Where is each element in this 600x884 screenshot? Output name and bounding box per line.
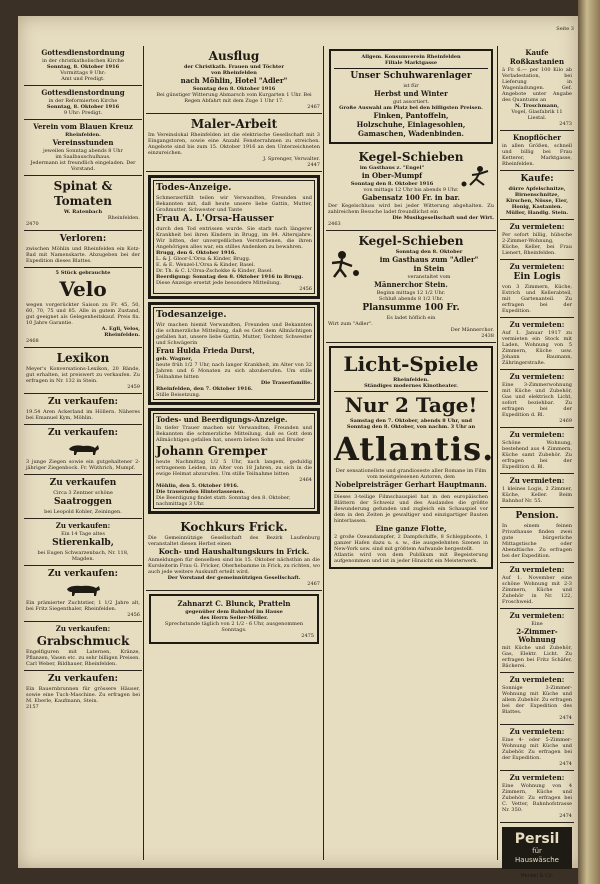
- ad-title: Velo: [59, 277, 107, 301]
- ad-line: Sonntag den 8. Oktober: [395, 249, 463, 255]
- ad-ref: 2468: [26, 338, 39, 344]
- ad-text: Der Kegelschluss wird bei jeder Witterung abgehalten. Zu zahlreichem Besuche ladet freundlichst ein: [328, 203, 494, 215]
- ad-text: Engelfiguren mit Laternen, Kränze, Pflanzen, Vasen etc. zu sehr billigen Preisen. Carl Weber, Bildhauer, Rheinfelden.: [26, 649, 140, 667]
- ad-line: Die Beerdigung findet statt: Sonntag den 8. Oktober, nachmittags 3 Uhr.: [156, 495, 291, 507]
- divider: [334, 68, 488, 69]
- ad-line: Männerchor Stein.: [374, 280, 448, 289]
- column-3: [326, 46, 496, 860]
- ad-text: Ein prämierter Zuchtstier, 1 1/2 Jahre alt, bei Fritz Siegenthaler, Rheinfelden.: [26, 600, 140, 612]
- ad-ref: 2475: [301, 633, 314, 639]
- ad-title: Zu verkaufen:: [47, 569, 119, 579]
- ad-line: in Ober-Mumpf: [361, 171, 423, 180]
- ad-licht-spiele: [329, 346, 493, 569]
- ad-title: Zu verkaufen:: [47, 397, 119, 407]
- ad-line: Brugg, den 6. Oktober 1916.: [156, 250, 237, 256]
- ad-stierenkalb: [24, 519, 142, 566]
- ad-title: Verloren:: [59, 234, 107, 244]
- ad-ref: 2469: [559, 418, 572, 424]
- ad-text: Der sensationellste und grandioseste aller Romane im Film vom meistgelesenen Autoren, dem: [335, 468, 487, 480]
- death-notice-durst: [148, 302, 320, 405]
- ad-ref: 2459: [127, 384, 140, 390]
- ad-line: 5 Stück gebrauchte: [55, 270, 111, 276]
- ad-text: dürre Apfelschnitze, Birnenschnitze, Kirschen, Nüsse, Eier, Honig, Kastanien.: [505, 186, 569, 210]
- ad-title: Gottesdienstordnung: [41, 88, 125, 97]
- ad-item: Finken, Pantoffeln,: [373, 111, 449, 120]
- ad-line: Die trauernden Hinterlassenen.: [156, 489, 246, 495]
- ad-title: Koch- und Haushaltungskurs in Frick.: [158, 547, 310, 556]
- ad-text: heute früh 1/2 7 Uhr, nach langer Krankheit, im Alter von 32 Jahren und 6 Monaten zu sich abzuberufen. Um stille Teilnahme bitten: [156, 362, 312, 380]
- ad-title: Licht-Spiele: [343, 352, 479, 376]
- ad-ref: 2456: [299, 286, 312, 292]
- ad-line: des Herrn Seiler-Möller.: [199, 615, 269, 621]
- ad-text: durch den Tod entrissen wurde. Sie starb nach längerer Krankheit bei ihren Kindern in Brugg, im 84. Altersjahre. Wir bitten, der unvergeßlichen Verstorbenen, die ihren Angehörigen alles war, ein stilles Andenken zu bewahren.: [156, 226, 312, 250]
- ad-line: Amt und Predigt.: [61, 76, 105, 82]
- ad-title: Kegel-Schieben: [358, 150, 464, 164]
- ad-vermieten-logis: [500, 260, 574, 318]
- ad-title: 2-Zimmer-Wohnung: [516, 627, 558, 644]
- ad-text: In einem feinen Privathause finden zwei gute bürgerliche Mittagstische oder Abendtische. Zu erfragen bei der Expedition.: [502, 523, 572, 559]
- ad-pension: [500, 508, 574, 563]
- ad-line: Der Vorstand der gemeinnützigen Gesellschaft.: [167, 575, 301, 581]
- page-number: Seite 3: [556, 26, 574, 32]
- ad-line: ist für: [403, 83, 419, 89]
- ad-text: à Fr. 6.— per 100 Kilo ab Verladestation, bei Lieferung in Wagenladungen. Gef. Angebote unter Angabe des Quantums an: [502, 67, 572, 103]
- ad-title: Zu vermieten:: [509, 611, 565, 620]
- deceased-name: Frau A. L'Orsa-Hausser: [156, 214, 274, 224]
- ad-title: Zu vermieten:: [509, 262, 565, 271]
- ad-ref: 2467: [307, 581, 320, 587]
- ad-text: in allen Größen, schnell und billig bei Frau Ketterer, Marktgasse, Rheinfelden.: [502, 143, 572, 167]
- ad-ref: 2447: [307, 162, 320, 168]
- brand-name: Persil: [514, 831, 560, 847]
- ad-text: Schöne Wohnung, bestehend aus 4 Zimmern, Küche samt Zubehör. Zu erfragen bei der Expedition d. Bl.: [502, 440, 572, 470]
- ad-line: N. Troschmann,: [514, 103, 560, 109]
- newspaper-page: [18, 16, 578, 879]
- ad-text: Eine 3-Zimmerwohnung mit Küche und Zubehör, Gas und elektrisch Licht, sofort beziehbar. Zu erfragen bei der Expedition d. Bl.: [502, 382, 572, 418]
- ad-line: Sprechstunde täglich von 2 1/2 - 6 Uhr, ausgenommen Sonntags.: [164, 621, 304, 633]
- ad-title: Roßkastanien: [509, 57, 565, 66]
- ad-text: von 3 Zimmern, Küche, Estrich und Kellerabteil, mit Gartenanteil. Zu erfragen bei der Expedition.: [502, 284, 572, 314]
- ad-title: Zu vermieten:: [509, 320, 565, 329]
- column-rule: [143, 46, 144, 860]
- ad-vermieten-10: [500, 725, 574, 771]
- ad-title: Verein vom Blauen Kreuz: [33, 122, 133, 131]
- ad-title: Nur 2 Tage!: [344, 393, 478, 417]
- ad-vermieten-6: [500, 474, 574, 508]
- ad-title: Saatroggen: [54, 497, 112, 507]
- ad-text: Schmerzerfüllt teilen wir Verwandten, Freunden und Bekannten mit, daß heute unsere liebe Gattin, Mutter, Großmutter, Schwester und Tante: [156, 195, 312, 213]
- ad-bauernbrunnen: [24, 671, 142, 713]
- ad-line: Sonntag den 8. Oktober, von nachm. 3 Uhr an: [346, 424, 476, 430]
- ad-text: bei Eugen Schwarzenbach, Nr. 118, Magden.: [37, 550, 129, 562]
- ad-ref: 2464: [299, 477, 312, 483]
- column-4: [500, 46, 574, 879]
- ad-line: Gabensatz 100 Fr. in bar.: [362, 193, 460, 202]
- ad-line: Der Männerchor.: [450, 327, 494, 333]
- ad-line: für: [532, 847, 542, 855]
- ad-title: Todesanzeige.: [156, 310, 227, 320]
- ad-title: Zu vermieten:: [509, 372, 565, 381]
- ad-line: Rheinfelden, den 7. Oktober 1916.: [156, 386, 253, 392]
- ad-line: Vormittags 9 Uhr:: [60, 70, 106, 76]
- ad-title: Zu verkaufen: [49, 478, 117, 488]
- ad-line: A. Egli, Velos,: [101, 326, 140, 332]
- ad-line: Wirt zum "Adler".: [328, 321, 373, 327]
- ad-kaufe-schnitze: [500, 171, 574, 220]
- ad-text: Anmeldungen für denselben sind bis 15. Oktober nächsthin an die Kursleiterin Frau G. Fricker, Oberhebamme in Frick, zu richten, wo auch jede weitere Auskunft erteilt wird.: [148, 557, 320, 575]
- ad-line: Schluß abends 8 1/2 Uhr.: [378, 296, 444, 302]
- ad-line: Beginn mittags 12 1/2 Uhr.: [376, 290, 446, 296]
- ad-title: Zu vermieten:: [509, 430, 565, 439]
- ad-line: Sonntag, 8. Oktober 1916: [46, 104, 120, 110]
- ad-title: Zu vermieten:: [509, 565, 565, 574]
- ad-ref: 2474: [559, 761, 572, 767]
- ad-kegel-engel: [326, 147, 496, 231]
- ad-title: Unser Schuhwarenlager: [350, 71, 472, 81]
- ad-spinat: [24, 176, 142, 231]
- ad-gottesdienst-christkath: [24, 46, 142, 86]
- book-edge: [578, 0, 600, 884]
- ad-vermieten-7: [500, 563, 574, 609]
- ad-kochkurs: [146, 517, 322, 591]
- goat-illustration: [63, 441, 103, 457]
- column-rule: [497, 46, 498, 860]
- ad-text: Die Gemeinnützige Gesellschaft des Bezirk Laufenburg veranstaltet diesen Herbst einen: [148, 535, 320, 547]
- ad-kegel-adler: [326, 231, 496, 343]
- ad-line: Die Musikgesellschaft und der Wirt.: [392, 215, 494, 221]
- ad-text: Atlantis wird von dem Publikum mit Begeisterung aufgenommen und ist in jeder Hinsicht ein Meisterwerk.: [334, 552, 488, 564]
- ad-title: Zu verkaufen:: [47, 674, 119, 684]
- ad-line: Rheinfelden.: [65, 132, 101, 138]
- ad-text: wegen vorgerückter Saison zu Fr. 45, 50, 60, 70, 75 und 85. Alle in gutem Zustand, gut geeignet als Gelegenheitskauf. Preis fix. 10 Jahre Garantie.: [26, 302, 140, 326]
- ad-title: Todes-Anzeige.: [156, 183, 232, 193]
- ad-line: Nobelpreisträger Gerhart Hauptmann.: [335, 480, 487, 489]
- ad-title: Maler-Arbeit: [190, 117, 278, 131]
- ad-ref: 2438: [481, 333, 494, 339]
- ad-line: Allgem. Konsumverein Rheinfelden: [361, 54, 461, 60]
- ad-gottesdienst-reformiert: [24, 86, 142, 120]
- ad-line: W. Ratenbach: [63, 209, 103, 215]
- ad-line: L. & J. Gloor-L'Orsa & Kinder, Brugg.: [156, 256, 251, 262]
- ad-title: Zu vermieten:: [509, 222, 565, 231]
- ad-line: Große Auswahl am Platz bei den billigsten Preisen.: [339, 105, 483, 111]
- ad-line: in Stein: [413, 264, 445, 273]
- ad-title: Grabschmuck: [36, 634, 130, 648]
- ad-title: Knopflöcher: [513, 133, 561, 142]
- ad-line: Eine: [531, 621, 543, 627]
- ad-ref: 2470: [26, 221, 39, 227]
- ad-vermieten-4: [500, 370, 574, 428]
- ad-text: Auf 1. Januar 1917 zu vermieten ein Stock mit Laden, Wohnung von 5 Zimmern, Küche usw. Johann Baumann, Zähringerstraße.: [502, 330, 572, 366]
- ad-ref: 2474: [559, 715, 572, 721]
- ad-title: Zu verkaufen:: [47, 428, 119, 438]
- ad-vermieten-8: [500, 609, 574, 673]
- ad-title: Kaufe:: [520, 174, 554, 184]
- death-notice-gremper: [148, 408, 320, 514]
- ad-knopfloecher: [500, 131, 574, 171]
- ad-title: Gottesdienstordnung: [41, 48, 125, 57]
- ad-line: Circa 3 Zentner schöne: [53, 490, 113, 496]
- ad-title: Zu vermieten:: [509, 727, 565, 736]
- divider: [334, 491, 488, 492]
- ad-text: In tiefer Trauer machen wir Verwandten, Freunden und Bekannten die schmerzliche Mitteilung, daß es Gott dem Allmächtigen gefallen hat, unsern lieben Sohn und Bruder: [156, 425, 312, 443]
- ad-line: Rheinfelden.: [104, 332, 140, 338]
- ad-zuchtstier: [24, 566, 142, 622]
- ad-line: der Christkath. Frauen und Töchter: [184, 64, 284, 70]
- ad-text: Auf 1. November eine schöne Wohnung mit 2-3 Zimmern, Küche und Zubehör in Nr. 122, Froschweid.: [502, 575, 572, 605]
- ad-vermieten-3: [500, 318, 574, 370]
- ad-line: gut assortiert.: [392, 99, 430, 105]
- ad-zahnarzt: [149, 594, 319, 644]
- ad-title: Pension.: [515, 511, 559, 521]
- ad-konsumverein: [329, 49, 493, 144]
- ad-title: Todes- und Beerdigungs-Anzeige.: [156, 415, 288, 424]
- ad-line: J. Sprenger, Verwalter.: [263, 156, 320, 162]
- ad-ausflug: [146, 46, 322, 114]
- ad-line: in der christkatholischen Kirche: [42, 58, 124, 64]
- ad-text: Per sofort billig, hübsche 2-Zimmer-Wohnung, Küche, Keller, bei Frau Lienert, Rheinfelden.: [502, 232, 572, 256]
- ad-line: Müller, Handlg. Stein.: [505, 210, 569, 216]
- deceased-name: Johann Gremper: [156, 444, 268, 458]
- ad-text: Wir machen hiemit Verwandten, Freunden und Bekannten die schmerzliche Mitteilung, daß es Gott dem Allmächtigen gefallen hat, unsere liebe Gattin, Mutter, Tochter, Schwester und Schwägerin: [156, 322, 312, 346]
- ad-vermieten-5: [500, 428, 574, 474]
- ad-title: Zahnarzt C. Blunck, Pratteln: [177, 599, 291, 608]
- ad-line: im Saalbauschulhaus.: [55, 154, 111, 160]
- ad-velo: [24, 268, 142, 348]
- ad-line: Es ladet höflich ein: [386, 315, 436, 321]
- ad-title: Kaufe: [525, 48, 549, 57]
- ad-line: Stille Beisetzung.: [156, 392, 201, 398]
- ad-saatroggen: [24, 475, 142, 519]
- ad-line: Sonntag den 8. Oktober 1916: [350, 181, 434, 187]
- ad-line: Rheinfelden.: [107, 215, 140, 221]
- ad-line: Henkel & Co.: [520, 873, 554, 879]
- ad-line: Sonntag, 8. Oktober 1916: [46, 64, 120, 70]
- ad-line: Dr. Th. & C. L'Orsa-Zschokke & Kinder, Basel.: [156, 268, 273, 274]
- ad-title: Tomaten: [54, 194, 112, 208]
- ad-line: E. & E. Wenzel-L'Orsa & Kinder, Basel.: [156, 262, 255, 268]
- ad-verkaufen-ziegen: [24, 425, 142, 475]
- ad-title: Herbst und Winter: [374, 89, 448, 98]
- ad-line: von Rheinfelden: [211, 70, 257, 76]
- ad-text: bei Leopold Kohler, Zeiningen.: [44, 509, 122, 515]
- divider: [334, 391, 488, 392]
- ad-text: 1 kleines Logis, 2 Zimmer, Küche, Keller. Beim Bahnhof Nr. 55.: [502, 486, 572, 504]
- ad-maler-arbeit: [146, 114, 322, 172]
- ad-line: im Gasthaus zum "Adler": [379, 255, 479, 264]
- ad-text: mit Küche und Zubehör, Gas, Elektr. Licht. Zu erfragen bei Fritz Schäfer, Bäckerei.: [502, 645, 572, 669]
- column-2: [146, 46, 322, 860]
- ad-line: Hauswäsche: [515, 856, 559, 864]
- ad-persil: [502, 827, 572, 869]
- ad-line: jeweilen Sonntag abends 8 Uhr: [43, 148, 123, 154]
- ad-ref: 2456: [127, 612, 140, 618]
- ad-text: Dieses 3-teilige Filmschauspiel hat in den europäischen Blättern der Schweiz und des Auslandes die größte Bewunderung gefunden und zugleich ein Schauspiel vor dem in den Zeiten je gewaltiger und einzigartiger Bauten hinterlassen.: [334, 494, 488, 524]
- ad-text: Sonnige 3-Zimmer-Wohnung mit Küche und allem Zubehör. Zu erfragen bei der Expedition des Blattes.: [502, 685, 572, 715]
- ad-line: Möhlin, den 5. Oktober 1916.: [156, 483, 239, 489]
- ad-title: Kochkurs Frick.: [180, 520, 288, 534]
- ad-line: Rheinfelden.: [393, 377, 429, 383]
- ad-line: Die Trauerfamilie.: [260, 380, 312, 386]
- bowler-illustration: [458, 165, 494, 187]
- ad-text: 3 junge Ziegen sowie ein gutgehaltener 2-jähriger Ziegenbock. Fr. Wüthrich, Mumpf.: [26, 459, 140, 471]
- ad-title: Kegel-Schieben: [358, 234, 464, 248]
- ad-text: zwischen Möhlin und Rheinfelden ein Kotz- Bad mit Namenskarte. Abzugeben bei der Expedition dieses Blattes.: [26, 246, 140, 264]
- kegler-illustration: [328, 249, 362, 279]
- ad-ref: 2473: [559, 121, 572, 127]
- ad-text: Eine 4- oder 5-Zimmer-Wohnung mit Küche und Zubehör. Zu erfragen bei der Expedition.: [502, 737, 572, 761]
- ad-verkaufen-acker: [24, 394, 142, 425]
- ad-title: Ein Logis: [513, 272, 561, 282]
- ad-line: im Gasthaus z. "Engel": [359, 165, 425, 171]
- ad-line: Ständiges modernes Kinotheater.: [364, 383, 458, 389]
- ad-title: Stierenkalb,: [52, 538, 114, 548]
- ad-line: Vereinsstunden: [52, 138, 114, 147]
- ad-title: Zu vermieten:: [509, 476, 565, 485]
- ad-line: Filiale Marktgasse: [384, 60, 438, 66]
- ad-item: Holzschuhe, Einlagesohlen,: [356, 120, 466, 129]
- deceased-name: Frau Hulda Frieda Durst,: [156, 346, 255, 355]
- ad-title: Eine ganze Flotte,: [375, 524, 447, 533]
- ad-line: Samstag den 7. Oktober, abends 8 Uhr, und: [350, 418, 472, 424]
- ad-text: Im Vereinslokal Rheinfelden ist die elektrische Gesellschaft mit 3 Eingangstoren, sowie eine Anzahl Fensterrahmen zu streichen. Angebote sind bis zum 15. Oktober 1916 an den Unterzeichneten einzureichen.: [148, 132, 320, 156]
- ad-text: Meyer's Konversations-Lexikon, 20 Bände, gut erhalten, ist preiswert zu verkaufen. Zu erfragen in Nr. 132 in Stein.: [26, 366, 140, 384]
- ad-ref: 2474: [559, 813, 572, 819]
- ad-text: Eine Wohnung von 4 Zimmern, Küche und Zubehör. Zu erfragen bei C. Vetter, Bahnhofstrasse Nr. 350.: [502, 783, 572, 813]
- ad-verloren: [24, 231, 142, 268]
- ad-line: Jedermann ist freundlich eingeladen. Der Vorstand.: [30, 160, 136, 172]
- ad-rosskastanien: [500, 46, 574, 131]
- ad-line: Vogel, Glasfabrik 11 Liestal.: [511, 109, 563, 121]
- ad-ref: 2157: [26, 704, 39, 710]
- ad-line: nach Möhlin, Hotel "Adler": [180, 76, 288, 85]
- ad-vermieten-11: [500, 771, 574, 823]
- ad-grabschmuck: [24, 622, 142, 671]
- column-rule: [323, 46, 324, 860]
- ad-line: geb. Wagner,: [156, 356, 193, 362]
- ad-line: in der Reformierten Kirche: [48, 98, 118, 104]
- ad-title: Lexikon: [56, 351, 110, 365]
- ad-text: Ein Bauernbrunnen für grössere Häuser, sowie eine Tuch-Maschine. Zu erfragen bei M. Eberle, Kaufmann, Stein.: [26, 686, 140, 704]
- ad-line: von mittags 12 Uhr bis abends 9 Uhr.: [363, 187, 459, 193]
- ad-text: heute Nachmittag 1/2 5 Uhr, nach langem, geduldig ertragenem Leiden, im Alter von 18 Jahren, zu sich in die ewige Heimat abzurufen. Um stille Teilnahme bitten: [156, 459, 312, 477]
- ad-title: Zu verkaufen:: [55, 624, 111, 633]
- ad-line: Ein 14 Tage altes: [61, 531, 105, 537]
- ad-ref: 2463: [328, 221, 341, 227]
- ad-title: Ausflug: [208, 49, 260, 63]
- ad-vermieten-9: [500, 673, 574, 725]
- ad-title: Zu verkaufen:: [55, 521, 111, 530]
- ad-line: veranstaltet vom: [407, 274, 451, 280]
- ad-line: 9 Uhr: Predigt.: [63, 110, 103, 116]
- ad-lexikon: [24, 348, 142, 394]
- ad-line: Diese Anzeige ersetzt jede besondere Mitteilung.: [156, 280, 282, 286]
- ad-text: 19.54 Aren Ackerland im Höllern. Näheres bei Emanuel Kym, Möhlin.: [26, 409, 140, 421]
- ad-title: Zu vermieten:: [509, 773, 565, 782]
- ad-line: Beerdigung: Sonntag den 8. Oktober 1916 in Brugg.: [156, 274, 304, 280]
- ad-ref: 2467: [307, 104, 320, 110]
- ad-item: Gamaschen, Wadenbinden.: [358, 129, 464, 138]
- ad-text: Bei günstiger Witterung Abmarsch vom Kurgarten 1 Uhr. Bei Regen Abfahrt mit dem Zuge 1 Uhr 17.: [156, 92, 312, 104]
- column-1: [24, 46, 142, 860]
- bull-illustration: [63, 582, 103, 598]
- ad-title: Spinat &: [53, 179, 113, 193]
- ad-blaues-kreuz: [24, 120, 142, 176]
- ad-vermieten-1: [500, 220, 574, 260]
- ad-line: Sonntag den 8. Oktober 1916: [192, 86, 276, 92]
- film-title: Atlantis.: [334, 430, 495, 468]
- ad-line: gegenüber dem Bahnhof im Hause: [185, 609, 283, 615]
- ad-title: Zu vermieten:: [509, 675, 565, 684]
- ad-title: Plansumme 100 Fr.: [362, 303, 460, 313]
- ad-text: 2 große Ozeandampfer, 2 Dampfschiffe, 8 Schleppboote, 1 ganzer Hafen dazu u. s. w., die ausgedehnten Szenen in New-York usw. sind mit größtem Aufwande hergestellt.: [334, 534, 488, 552]
- death-notice-lorsa: [148, 175, 320, 299]
